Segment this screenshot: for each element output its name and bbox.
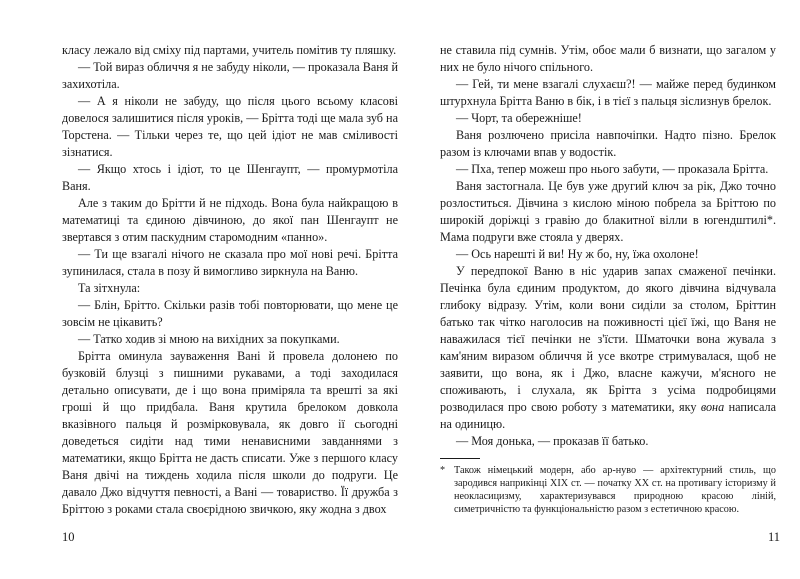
- paragraph: — Ти ще взагалі нічого не сказала про мої нові речі. Брітта зупинилася, стала в позу й вимогливо зиркнула на Ваню.: [62, 247, 398, 278]
- paragraph: класу лежало від сміху під партами, учитель помітив ту пляшку.: [62, 43, 397, 57]
- paragraph: — Чорт, та обережніше!: [456, 111, 582, 125]
- paragraph: — Моя донька, — проказав її батько.: [456, 434, 649, 448]
- paragraph: — Пха, тепер можеш про нього забути, — проказала Брітта.: [456, 162, 769, 176]
- footnote-text: Також німецький модерн, або ар-нуво — архітектурний стиль, що зародився наприкінці XIX ст. — початку XX ст. на противагу історизму й неокласицизму, характеризувався природною красою ліній, симетричністю та функціональністю разом з естетичною красою.: [454, 465, 776, 515]
- paragraph: — А я ніколи не забуду, що після цього всьому класові довелося залишитися після уроків, — Брітта тоді ще мала зуб на Торстена. — Тільки через те, що цей ідіот не мав сміливості зізнатися.: [62, 94, 398, 159]
- footnote: [440, 464, 776, 516]
- paragraph: Ваня застогнала. Це був уже другий ключ за рік, Джо точно розлоститься. Дівчина з кислою міною побрела за Бріттою по широкій доріжці з гравію до блакитної вілли в югендштилі*. Мама подруги вже стояла у дверях.: [440, 179, 776, 244]
- paragraph: Ваня розлючено присіла навпочіпки. Надто пізно. Брелок разом із ключами впав у водостік.: [440, 128, 776, 159]
- page-number-left: 10: [62, 530, 75, 544]
- paragraph: — Татко ходив зі мною на вихідних за покупками.: [78, 332, 340, 346]
- paragraph: [440, 263, 776, 433]
- right-page: [440, 42, 776, 516]
- paragraph: Брітта оминула зауваження Вані й провела долонею по бузковій блузці з пишними рукавами, а тоді заходилася детально описувати, де і що вона приміряла та врешті за які гроші й що придбала. Ваня крутила брелоком довкола вказівного пальця й розмірковувала, як довго ії сьогодні доведеться сидіти над тими ненависними завданнями з математики, якщо Брітта не дасть списати. Уже з першого класу Ваня двічі на тиждень ходила після школи до подруги. Це давало Джо відчуття певності, а Вані — товариство. Її дружба з Бріттою з роками стала своєрідною звичкою, яку жодна з двох: [62, 349, 398, 516]
- left-page: [62, 42, 398, 518]
- paragraph: — Ось нарешті й ви! Ну ж бо, ну, їжа охолоне!: [456, 247, 699, 261]
- paragraph-text: написала на одиницю.: [440, 400, 776, 431]
- footnote-divider: [440, 458, 480, 459]
- paragraph: Але з таким до Брітти й не підходь. Вона була найкращою в математиці та єдиною дівчиною, до якої пан Шенгаупт не звертався з отим паскудним старомодним «панно».: [62, 196, 398, 244]
- paragraph: — Той вираз обличчя я не забуду ніколи, — проказала Ваня й захихотіла.: [62, 60, 398, 91]
- paragraph: — Блін, Брітто. Скільки разів тобі повторювати, що мене це зовсім не цікавить?: [62, 298, 398, 329]
- paragraph: Та зітхнула:: [78, 281, 141, 295]
- footnote-mark: *: [440, 465, 446, 476]
- emphasis: вона: [700, 400, 725, 414]
- paragraph: — Гей, ти мене взагалі слухаєш?! — майже перед будинком штурхнула Брітта Ваню в бік, і в тієї з пальця зіслизнув брелок.: [440, 77, 776, 108]
- paragraph-text: У передпокої Ваню в ніс ударив запах смаженої печінки. Печінка була єдиним продуктом, до якого дівчина відчувала глибоку відразу. Утім, коли вони сиділи за столом, Бріттин батько так чітко наголосив на поживності цієї їжі, що Ваня не наважилася тієї печінки не з'їсти. Шматочки вона жувала з кам'яним виразом обличчя й усе вкотре стримувалася, щоб не заявити, що вона, як і Джо, власне кажучи, м'ясного не споживають, і слухала, як Брітта з усіма подробицями розводилася про свою роботу з математики, яку: [440, 264, 776, 414]
- page-number-right: 11: [768, 530, 781, 544]
- paragraph: — Якщо хтось і ідіот, то це Шенгаупт, — промурмотіла Ваня.: [62, 162, 398, 193]
- paragraph: не ставила під сумнів. Утім, обоє мали б визнати, що загалом у них не було нічого спільного.: [440, 43, 776, 74]
